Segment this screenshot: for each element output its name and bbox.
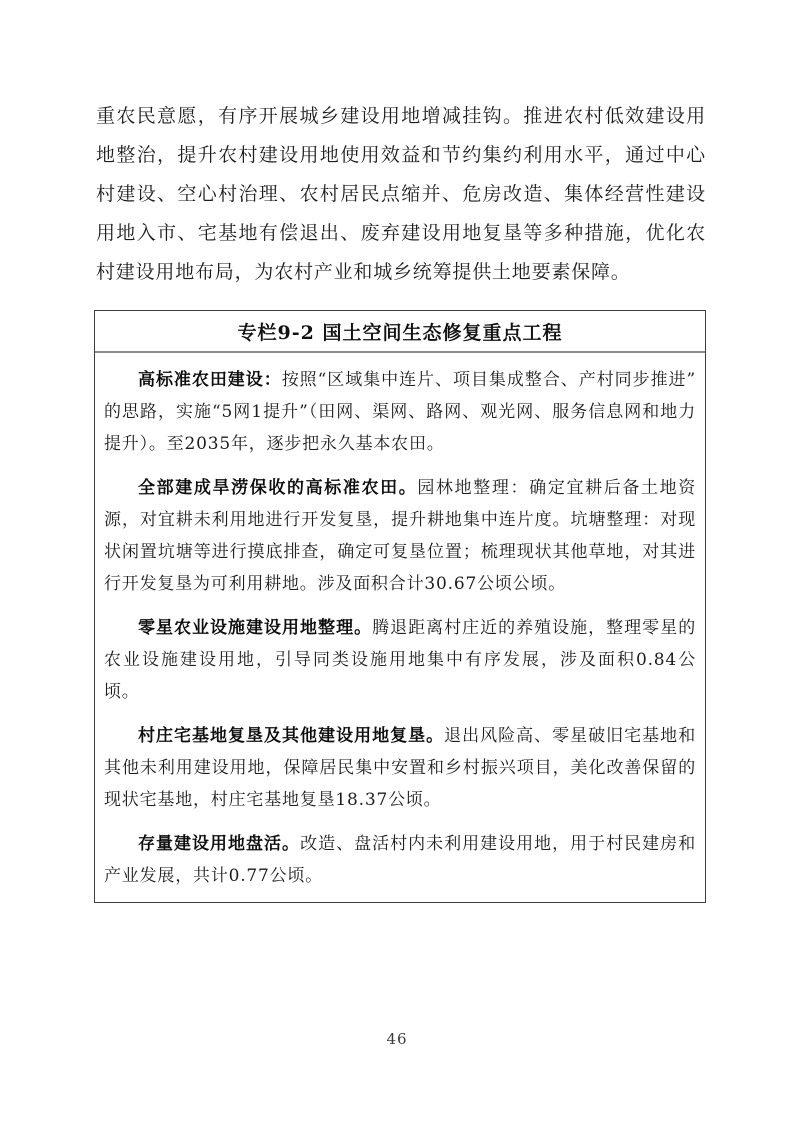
box-paragraph-lead: 全部建成旱涝保收的高标准农田。 xyxy=(138,478,418,498)
box-paragraph-text: 园林地整理：确定宜耕后备土地资源，对宜耕未利用地进行开发复垦，提升耕地集中连片度。坑塘整理：对现状闲置坑塘等进行摸底排查，确定可复垦位置；梳理现状其他草地，对其进行开发复垦为可利用耕地。涉及面积合计30.67公顷公顷。 xyxy=(104,478,697,594)
feature-box-title: 专栏9-2 国土空间生态修复重点工程 xyxy=(95,311,705,353)
box-paragraph xyxy=(104,612,696,708)
box-paragraph-lead: 村庄宅基地复垦及其他建设用地复垦。 xyxy=(138,726,445,746)
box-paragraph-lead: 零星农业设施建设用地整理。 xyxy=(138,618,373,638)
box-paragraph-lead: 高标准农田建设： xyxy=(138,370,282,390)
feature-box xyxy=(94,310,706,903)
box-paragraph xyxy=(104,364,696,460)
page-content xyxy=(94,97,706,903)
body-paragraph: 重农民意愿，有序开展城乡建设用地增减挂钩。推进农村低效建设用地整治，提升农村建设用地使用效益和节约集约利用水平，通过中心村建设、空心村治理、农村居民点缩并、危房改造、集体经营性建设用地入市、宅基地有偿退出、废弃建设用地复垦等多种措施，优化农村建设用地布局，为农村产业和城乡统筹提供土地要素保障。 xyxy=(96,105,706,283)
feature-box-body xyxy=(95,353,705,902)
box-paragraph xyxy=(104,720,696,816)
box-paragraph-text: 腾退距离村庄近的养殖设施，整理零星的农业设施建设用地，引导同类设施用地集中有序发展，涉及面积0.84公顷。 xyxy=(104,618,696,702)
box-paragraph xyxy=(104,828,696,892)
box-paragraph-text: 改造、盘活村内未利用建设用地，用于村民建房和产业发展，共计0.77公顷。 xyxy=(104,834,696,886)
box-paragraph-text: 退出风险高、零星破旧宅基地和其他未利用建设用地，保障居民集中安置和乡村振兴项目，美化改善保留的现状宅基地，村庄宅基地复垦18.37公顷。 xyxy=(104,726,696,810)
box-paragraph xyxy=(104,472,696,600)
box-paragraph-lead: 存量建设用地盘活。 xyxy=(138,834,301,854)
box-paragraph-text: 按照“区域集中连片、项目集成整合、产村同步推进”的思路，实施“5网1提升”（田网、渠网、路网、观光网、服务信息网和地力提升）。至2035年，逐步把永久基本农田。 xyxy=(104,370,696,454)
page-number: 46 xyxy=(386,1030,408,1048)
